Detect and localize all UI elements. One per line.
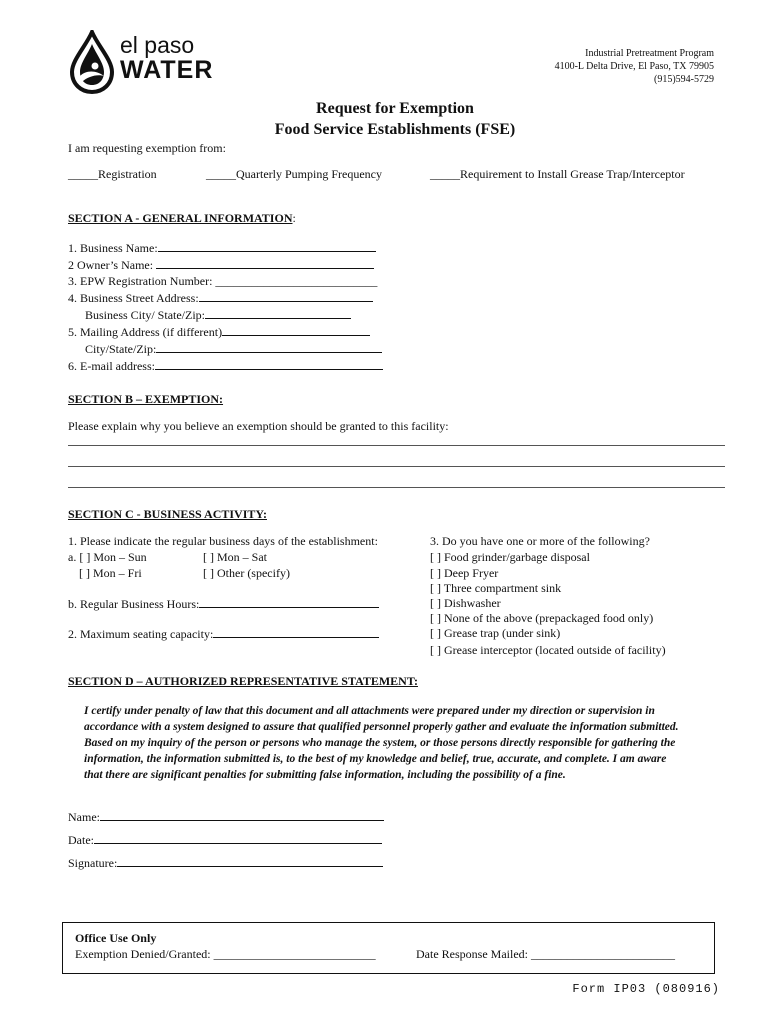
mailing-city-label: City/State/Zip: [85,342,157,356]
owner-name-field[interactable] [68,257,374,273]
office-use-box [62,922,715,974]
business-city-label: Business City/ State/Zip: [85,308,206,322]
header-contact [555,47,714,86]
section-a-colon: : [292,211,296,225]
business-hours-line[interactable] [199,596,379,608]
street-address-field[interactable] [68,290,373,306]
form-number: Form IP03 (080916) [572,982,720,996]
rep-signature-line[interactable] [117,855,383,867]
day-option-mon-sun[interactable]: a. [ ] Mon – Sun [68,550,147,564]
business-hours-label: b. Regular Business Hours: [68,597,200,611]
business-name-field[interactable] [68,240,376,256]
el-paso-water-logo [68,30,228,96]
program-address: 4100-L Delta Drive, El Paso, TX 79905 [554,61,714,72]
section-b-heading: SECTION B – EXEMPTION: [68,392,224,406]
seating-capacity-line[interactable] [213,626,379,638]
rep-signature-label: Signature: [68,856,118,870]
rep-name-field[interactable] [68,809,384,825]
equipment-food-grinder[interactable]: [ ] Food grinder/garbage disposal [430,550,590,564]
equipment-dishwasher[interactable]: [ ] Dishwasher [430,596,501,610]
business-name-label: 1. Business Name: [68,241,158,255]
date-response-mailed-field[interactable]: Date Response Mailed: ________________________ [416,947,675,961]
business-city-line[interactable] [205,307,351,319]
equipment-question: 3. Do you have one or more of the following? [430,534,650,548]
business-name-line[interactable] [158,240,376,252]
form-title: Request for Exemption [316,100,474,117]
option-registration[interactable]: _____Registration [68,167,157,181]
program-name: Industrial Pretreatment Program [585,48,714,59]
explanation-line-1[interactable] [68,445,725,446]
equipment-three-compartment-sink[interactable]: [ ] Three compartment sink [430,581,562,595]
equipment-deep-fryer[interactable]: [ ] Deep Fryer [430,566,499,580]
option-grease-trap[interactable]: _____Requirement to Install Grease Trap/Interceptor [430,167,685,181]
equipment-grease-interceptor[interactable]: [ ] Grease interceptor (located outside of facility) [430,643,666,657]
mailing-address-line[interactable] [222,324,370,336]
explanation-line-2[interactable] [68,466,725,467]
seating-capacity-label: 2. Maximum seating capacity: [68,627,214,641]
email-field[interactable] [68,358,383,374]
exemption-denied-granted-field[interactable]: Exemption Denied/Granted: ___________________________ [75,947,376,961]
day-option-mon-fri[interactable]: [ ] Mon – Fri [79,566,142,580]
logo-text-water: WATER [120,56,214,84]
email-label: 6. E-mail address: [68,359,155,373]
email-line[interactable] [155,358,383,370]
exemption-prompt: Please explain why you believe an exemption should be granted to this facility: [68,419,449,433]
rep-name-label: Name: [68,810,100,824]
logo-text-el-paso: el paso [120,32,195,58]
rep-date-label: Date: [68,833,94,847]
equipment-grease-trap[interactable]: [ ] Grease trap (under sink) [430,626,561,640]
owner-name-label: 2 Owner’s Name: [68,258,157,272]
form-subtitle: Food Service Establishments (FSE) [274,121,516,138]
day-option-mon-sat[interactable]: [ ] Mon – Sat [203,550,267,564]
mailing-city-field[interactable] [85,341,382,357]
business-hours-field[interactable] [68,596,379,612]
mailing-address-field[interactable] [68,324,370,340]
business-city-field[interactable] [85,307,351,323]
mailing-address-label: 5. Mailing Address (if different) [68,325,223,339]
business-days-question: 1. Please indicate the regular business days of the establishment: [68,534,378,548]
street-address-line[interactable] [199,290,373,302]
equipment-none[interactable]: [ ] None of the above (prepackaged food only) [430,611,654,625]
rep-date-field[interactable] [68,832,382,848]
option-pumping-frequency[interactable]: _____Quarterly Pumping Frequency [206,167,382,181]
rep-name-line[interactable] [100,809,384,821]
explanation-line-3[interactable] [68,487,725,488]
section-c-heading: SECTION C - BUSINESS ACTIVITY: [68,507,267,521]
program-phone: (915)594-5729 [654,74,714,85]
intro-text: I am requesting exemption from: [68,141,226,155]
section-a-heading [68,209,296,227]
mailing-city-line[interactable] [156,341,382,353]
section-d-heading: SECTION D – AUTHORIZED REPRESENTATIVE STATEMENT: [68,674,418,688]
street-address-label: 4. Business Street Address: [68,291,199,305]
rep-signature-field[interactable] [68,855,383,871]
rep-date-line[interactable] [94,832,382,844]
seating-capacity-field[interactable] [68,626,379,642]
day-option-other[interactable]: [ ] Other (specify) [203,566,290,580]
owner-name-line[interactable] [156,257,374,269]
water-drop-icon [68,30,116,94]
office-use-heading: Office Use Only [75,931,157,945]
epw-registration-field[interactable]: 3. EPW Registration Number: ___________________________ [68,274,378,288]
section-a-heading-text: SECTION A - GENERAL INFORMATION [68,211,293,225]
certification-statement: I certify under penalty of law that this document and all attachments were prepared under my direction or supervision in accordance with a system designed to assure that qualified personnel properly gather and evaluate the information submitted. Based on my inquiry of the person or persons who manage the system, or those persons directly responsible for gathering the information, the information submitted is, to the best of my knowledge and belief, true, accurate, and complete. I am aware that there are significant penalties for submitting false information, including the possibility of a fine. [84,705,679,781]
